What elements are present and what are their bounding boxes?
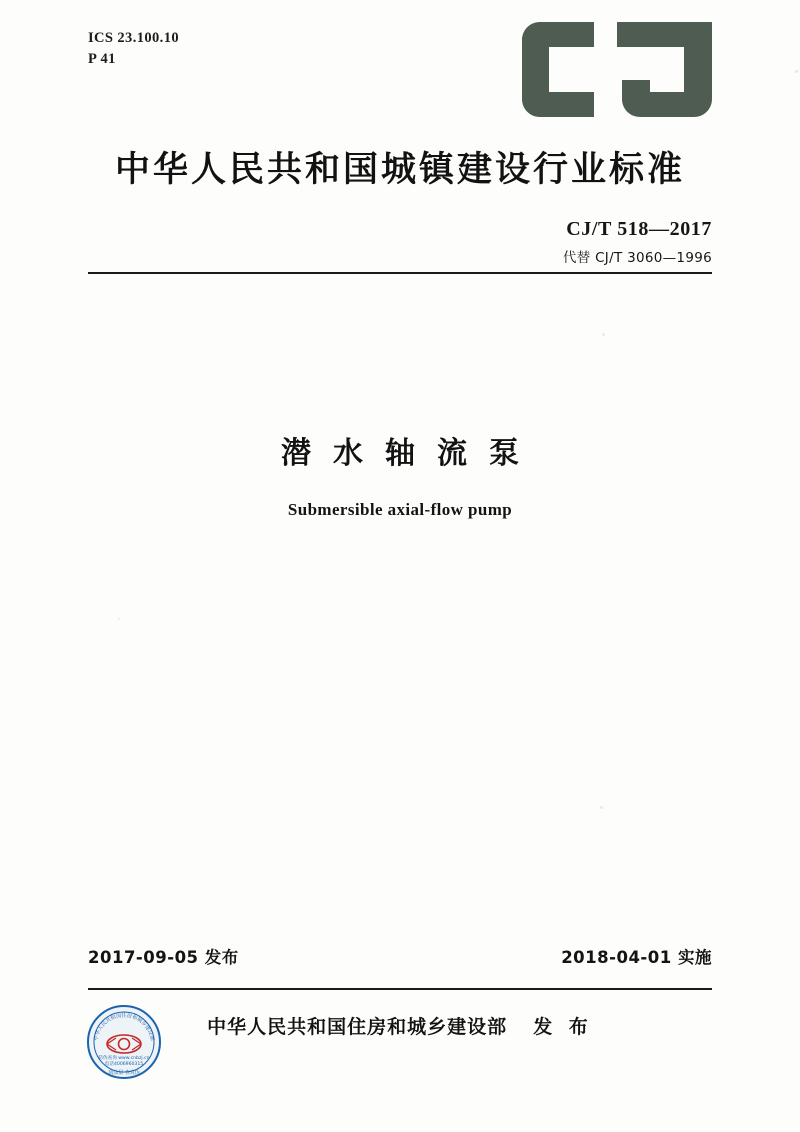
ics-number: ICS 23.100.10 <box>88 30 180 46</box>
title-chinese: 潜水轴流泵 <box>281 436 541 471</box>
paper-speck <box>602 333 605 336</box>
svg-text:防伪查询 www.cnbzj.cn: 防伪查询 www.cnbzj.cn <box>98 1056 150 1061</box>
publisher-name: 中华人民共和国住房和城乡建设部 <box>207 1016 508 1038</box>
ics-category-code: P 41 <box>88 51 116 68</box>
paper-speck <box>795 70 798 73</box>
cj-logo <box>522 22 712 117</box>
page-headline: 中华人民共和国城镇建设行业标准 <box>114 150 685 190</box>
publish-word: 发 布 <box>533 1016 593 1038</box>
issue-date: 2017-09-05 发布 <box>88 948 239 967</box>
standard-number: CJ/T 518—2017 <box>566 218 712 240</box>
divider-top <box>88 272 712 274</box>
ics-classification-block <box>88 28 179 70</box>
divider-bottom <box>88 988 712 990</box>
anti-counterfeit-seal-icon <box>86 1004 162 1080</box>
standard-replaces: 代替 CJ/T 3060—1996 <box>562 250 712 266</box>
svg-text:电话4006960315: 电话4006960315 <box>104 1062 144 1067</box>
implementation-date: 2018-04-01 实施 <box>561 948 712 967</box>
title-english: Submersible axial-flow pump <box>287 500 513 519</box>
svg-text:刮涂层 查真伪: 刮涂层 查真伪 <box>108 1070 140 1076</box>
paper-speck <box>600 806 603 809</box>
paper-speck <box>118 618 120 620</box>
svg-text:中华人民共和国住房和城乡建设部: 中华人民共和国住房和城乡建设部 <box>93 1013 155 1042</box>
standard-number-block <box>563 218 712 266</box>
